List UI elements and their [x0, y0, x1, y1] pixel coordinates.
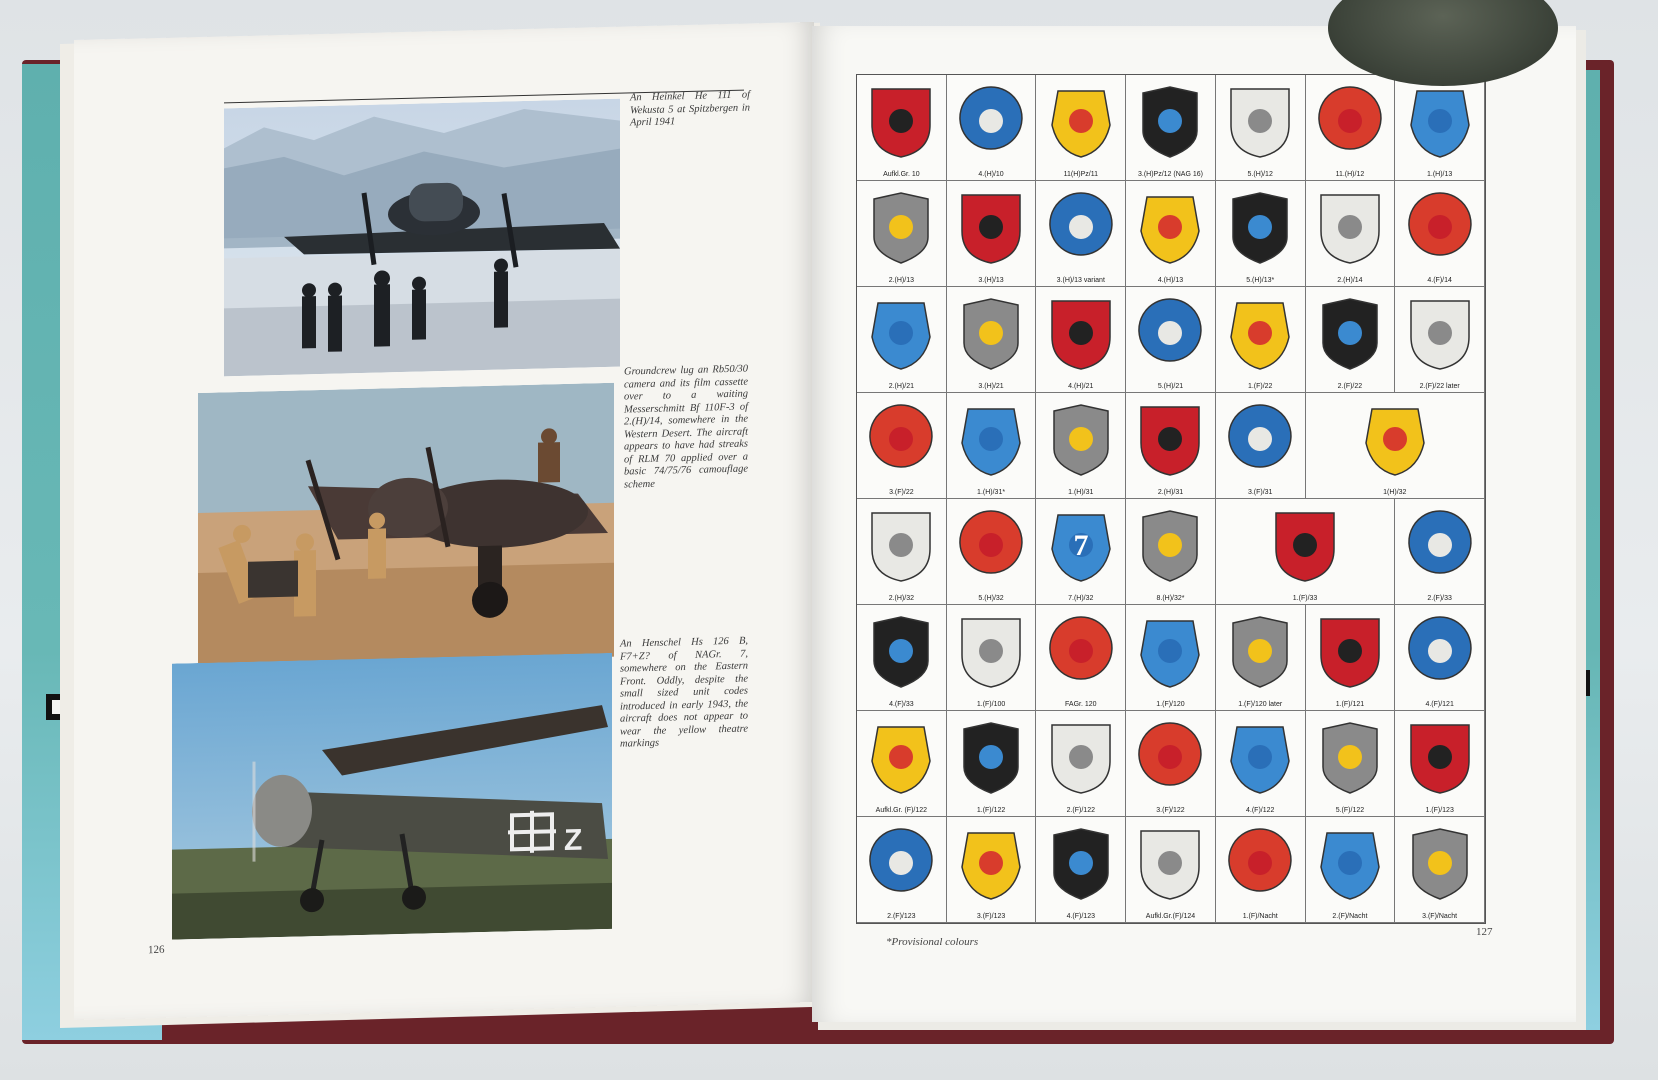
unit-emblem-icon	[1407, 827, 1473, 901]
unit-emblem-icon	[958, 827, 1024, 901]
unit-badge-cell	[1395, 75, 1485, 181]
unit-badge-label: 4.(H)/13	[1157, 277, 1184, 284]
unit-badge-label: 1.(F)/123	[1425, 807, 1454, 814]
unit-emblem-icon	[1048, 509, 1114, 583]
unit-emblem-icon	[1227, 191, 1293, 265]
unit-emblem-icon	[868, 297, 934, 371]
unit-badge-label: 4.(F)/33	[889, 701, 914, 708]
unit-badge-label: 3.(F)/31	[1247, 489, 1273, 496]
unit-badge-cell	[947, 499, 1037, 605]
unit-badge-cell	[947, 75, 1037, 181]
unit-badge-cell	[1306, 75, 1396, 181]
unit-badge-label: 3.(H)/13 variant	[1056, 277, 1105, 284]
unit-emblem-icon	[1317, 191, 1383, 265]
unit-emblem-icon	[1227, 85, 1293, 159]
unit-badge-cell	[1216, 393, 1306, 499]
unit-emblem-icon	[1227, 297, 1293, 371]
unit-badge-cell	[1036, 181, 1126, 287]
unit-badge-cell	[1126, 605, 1216, 711]
unit-badge-label: 3.(F)/22	[889, 489, 914, 496]
unit-badge-cell	[857, 605, 947, 711]
unit-emblem-icon	[1137, 297, 1203, 371]
unit-badge-label: 1.(H)/31*	[977, 489, 1006, 496]
unit-badge-cell	[1036, 75, 1126, 181]
unit-emblem-icon	[1407, 615, 1473, 689]
unit-badge-label: Aufkl.Gr. (F)/122	[875, 807, 928, 814]
unit-badge-label: 1.(F)/Nacht	[1242, 913, 1278, 920]
unit-badge-label: 1.(F)/22	[1247, 383, 1273, 390]
unit-badge-cell	[1216, 499, 1395, 605]
unit-badge-cell	[947, 287, 1037, 393]
unit-badge-label: 3.(H)/21	[978, 383, 1004, 390]
unit-badge-label: 5.(H)/13*	[1246, 277, 1275, 284]
unit-badge-cell	[857, 499, 947, 605]
unit-emblem-icon	[1048, 615, 1114, 689]
unit-badge-label: 4.(H)/10	[978, 171, 1004, 178]
unit-badge-label: 3.(F)/123	[976, 913, 1006, 920]
unit-badge-cell	[1126, 393, 1216, 499]
unit-badge-label: 2.(H)/13	[888, 277, 914, 284]
unit-badge-label: 2.(F)/33	[1427, 595, 1452, 602]
unit-badge-cell	[1306, 393, 1485, 499]
unit-badge-label: 1.(F)/122	[976, 807, 1006, 814]
photo-heinkel	[224, 99, 620, 377]
photo-messerschmitt	[198, 383, 614, 667]
unit-emblem-icon	[1048, 297, 1114, 371]
unit-emblem-icon	[868, 403, 934, 477]
unit-badge-label: 4.(F)/122	[1246, 807, 1275, 814]
unit-badge-label: 2.(H)/21	[888, 383, 914, 390]
unit-emblem-icon	[1137, 721, 1203, 795]
unit-badge-label: 3.(F)/Nacht	[1422, 913, 1458, 920]
unit-badge-label: 2.(F)/22	[1337, 383, 1363, 390]
unit-badge-cell	[1306, 711, 1396, 817]
unit-emblem-icon	[1362, 403, 1428, 477]
unit-badge-label: 4.(H)/21	[1068, 383, 1094, 390]
unit-emblem-icon	[868, 827, 934, 901]
unit-badge-cell	[1216, 75, 1306, 181]
unit-badge-cell	[1395, 605, 1485, 711]
unit-emblem-icon	[868, 509, 934, 583]
unit-badge-cell	[1126, 711, 1216, 817]
unit-badge-label: 2.(F)/122	[1066, 807, 1095, 814]
unit-badge-label: 1.(F)/121	[1335, 701, 1365, 708]
unit-badge-label: 8.(H)/32*	[1156, 595, 1185, 602]
unit-badge-label: 2.(F)/Nacht	[1332, 913, 1368, 920]
unit-badge-label: 3.(H)Pz/12 (NAG 16)	[1138, 171, 1203, 178]
unit-badge-cell	[857, 817, 947, 923]
unit-badge-label: 2.(H)/31	[1157, 489, 1184, 496]
unit-badge-cell	[1036, 605, 1126, 711]
unit-emblem-icon	[1048, 721, 1114, 795]
unit-badge-label: 2.(H)/14	[1337, 277, 1363, 284]
badge-number-text: 7	[1073, 529, 1089, 562]
unit-badge-label: 1.(H)/13	[1426, 171, 1453, 178]
unit-badge-cell	[1216, 605, 1306, 711]
unit-emblem-icon	[1227, 827, 1293, 901]
unit-badge-cell	[857, 287, 947, 393]
unit-emblem-icon	[1227, 615, 1293, 689]
unit-badge-label: 2.(F)/123	[887, 913, 916, 920]
unit-badge-cell	[1395, 181, 1485, 287]
unit-badge-label: 11(H)Pz/11	[1063, 171, 1098, 178]
caption-heinkel: An Heinkel He 111 of Wekusta 5 at Spitzbergen in April 1941	[630, 89, 750, 129]
unit-badge-label: 2.(F)/22 later	[1419, 383, 1460, 390]
fuselage-code-letter: Z	[564, 823, 583, 858]
unit-badge-cell	[1306, 181, 1396, 287]
unit-badge-label: 5.(H)/21	[1157, 383, 1184, 390]
unit-badge-cell	[947, 711, 1037, 817]
unit-badge-cell	[1216, 711, 1306, 817]
unit-badge-label: 1.(F)/100	[976, 701, 1006, 708]
unit-emblem-icon	[1137, 85, 1203, 159]
unit-badge-cell	[1126, 75, 1216, 181]
unit-badge-cell	[1036, 711, 1126, 817]
unit-badge-cell	[1306, 605, 1396, 711]
unit-badge-cell	[1395, 817, 1485, 923]
unit-emblem-icon	[868, 191, 934, 265]
unit-badge-label: Aufkl.Gr. 10	[883, 171, 920, 178]
unit-badge-cell	[1126, 287, 1216, 393]
unit-emblem-icon	[1272, 509, 1338, 583]
unit-emblem-icon	[958, 85, 1024, 159]
unit-badge-label: FAGr. 120	[1065, 701, 1097, 708]
unit-badge-label: 1(H)/32	[1383, 489, 1407, 496]
caption-messerschmitt: Groundcrew lug an Rb50/30 camera and its film cassette over to a waiting Messerschmitt Bf 110F-3 of 2.(H)/14, somewhere in the Western Desert. The aircraft appears to have had streaks of RLM 70 applied over a basic 74/75/76 camouflage scheme	[624, 363, 748, 491]
unit-badge-cell	[857, 75, 947, 181]
unit-badge-cell	[1036, 287, 1126, 393]
page-number-right: 127	[1476, 926, 1493, 938]
unit-badge-cell	[857, 181, 947, 287]
unit-badge-label: 5.(F)/122	[1335, 807, 1365, 814]
unit-badge-cell	[947, 181, 1037, 287]
unit-badge-cell	[1395, 499, 1485, 605]
unit-emblem-icon	[958, 297, 1024, 371]
unit-emblem-icon	[1407, 721, 1473, 795]
unit-badge-cell	[947, 817, 1037, 923]
unit-emblem-icon	[958, 615, 1024, 689]
unit-badge-cell	[1306, 287, 1396, 393]
unit-emblem-icon	[1227, 403, 1293, 477]
unit-badge-cell	[1395, 711, 1485, 817]
unit-emblem-icon	[1407, 191, 1473, 265]
unit-badge-label: 5.(H)/12	[1247, 171, 1273, 178]
unit-badge-label: 3.(H)/13	[978, 277, 1004, 284]
unit-emblem-icon	[958, 721, 1024, 795]
unit-badge-cell	[857, 393, 947, 499]
unit-badge-label: 1.(H)/31	[1068, 489, 1094, 496]
unit-badge-label: 1.(F)/33	[1292, 595, 1318, 602]
unit-emblem-icon	[1317, 827, 1383, 901]
unit-badge-cell	[1036, 817, 1126, 923]
unit-badge-cell	[857, 711, 947, 817]
left-page	[74, 22, 814, 1020]
unit-badge-cell	[1395, 287, 1485, 393]
unit-badge-label: 11.(H)/12	[1335, 171, 1365, 178]
unit-emblem-icon	[1137, 615, 1203, 689]
unit-emblem-icon	[958, 191, 1024, 265]
footnote: *Provisional colours	[886, 936, 979, 948]
unit-badge-label: 3.(F)/122	[1156, 807, 1185, 814]
unit-emblem-icon	[1317, 85, 1383, 159]
unit-emblem-icon	[868, 615, 934, 689]
unit-emblem-icon	[1137, 403, 1203, 477]
photo-henschel	[172, 653, 612, 940]
caption-henschel: An Henschel Hs 126 B, F7+Z? of NAGr. 7, somewhere on the Eastern Front. Oddly, despite the small sized unit codes introduced in early 1943, the aircraft does not appear to wear the yellow theatre markings	[620, 635, 748, 750]
unit-emblem-icon	[1407, 297, 1473, 371]
unit-emblem-icon	[1317, 721, 1383, 795]
unit-badge-cell	[1216, 287, 1306, 393]
unit-emblem-icon	[958, 509, 1024, 583]
unit-badge-label: 5.(H)/32	[978, 595, 1004, 602]
unit-badge-cell	[1126, 817, 1216, 923]
unit-badge-label: 7.(H)/32	[1068, 595, 1094, 602]
unit-emblem-icon	[868, 85, 934, 159]
unit-emblem-icon	[1317, 615, 1383, 689]
unit-badge-cell	[947, 605, 1037, 711]
unit-emblem-icon	[1407, 85, 1473, 159]
unit-badge-label: Aufkl.Gr.(F)/124	[1145, 913, 1196, 920]
unit-badge-label: 4.(F)/121	[1425, 701, 1454, 708]
unit-badge-grid	[856, 74, 1486, 924]
unit-emblem-icon	[1048, 827, 1114, 901]
page-number-left: 126	[148, 943, 165, 957]
unit-emblem-icon	[958, 403, 1024, 477]
unit-badge-cell	[1036, 393, 1126, 499]
unit-emblem-icon	[1048, 191, 1114, 265]
unit-badge-label: 1.(F)/120 later	[1238, 701, 1283, 708]
unit-badge-cell	[1216, 817, 1306, 923]
unit-badge-label: 4.(F)/14	[1427, 277, 1452, 284]
unit-emblem-icon	[1407, 509, 1473, 583]
unit-badge-label: 4.(F)/123	[1066, 913, 1095, 920]
unit-emblem-icon	[1227, 721, 1293, 795]
unit-emblem-icon	[1317, 297, 1383, 371]
unit-emblem-icon	[1137, 509, 1203, 583]
unit-badge-cell	[1036, 499, 1126, 605]
unit-badge-cell	[1126, 181, 1216, 287]
unit-badge-label: 2.(H)/32	[888, 595, 914, 602]
unit-badge-cell	[1216, 181, 1306, 287]
unit-badge-label: 1.(F)/120	[1156, 701, 1185, 708]
unit-badge-cell	[947, 393, 1037, 499]
unit-badge-cell	[1126, 499, 1216, 605]
unit-badge-cell	[1306, 817, 1396, 923]
unit-emblem-icon	[1048, 403, 1114, 477]
unit-emblem-icon	[1137, 191, 1203, 265]
unit-emblem-icon	[868, 721, 934, 795]
unit-emblem-icon	[1137, 827, 1203, 901]
unit-emblem-icon	[1048, 85, 1114, 159]
